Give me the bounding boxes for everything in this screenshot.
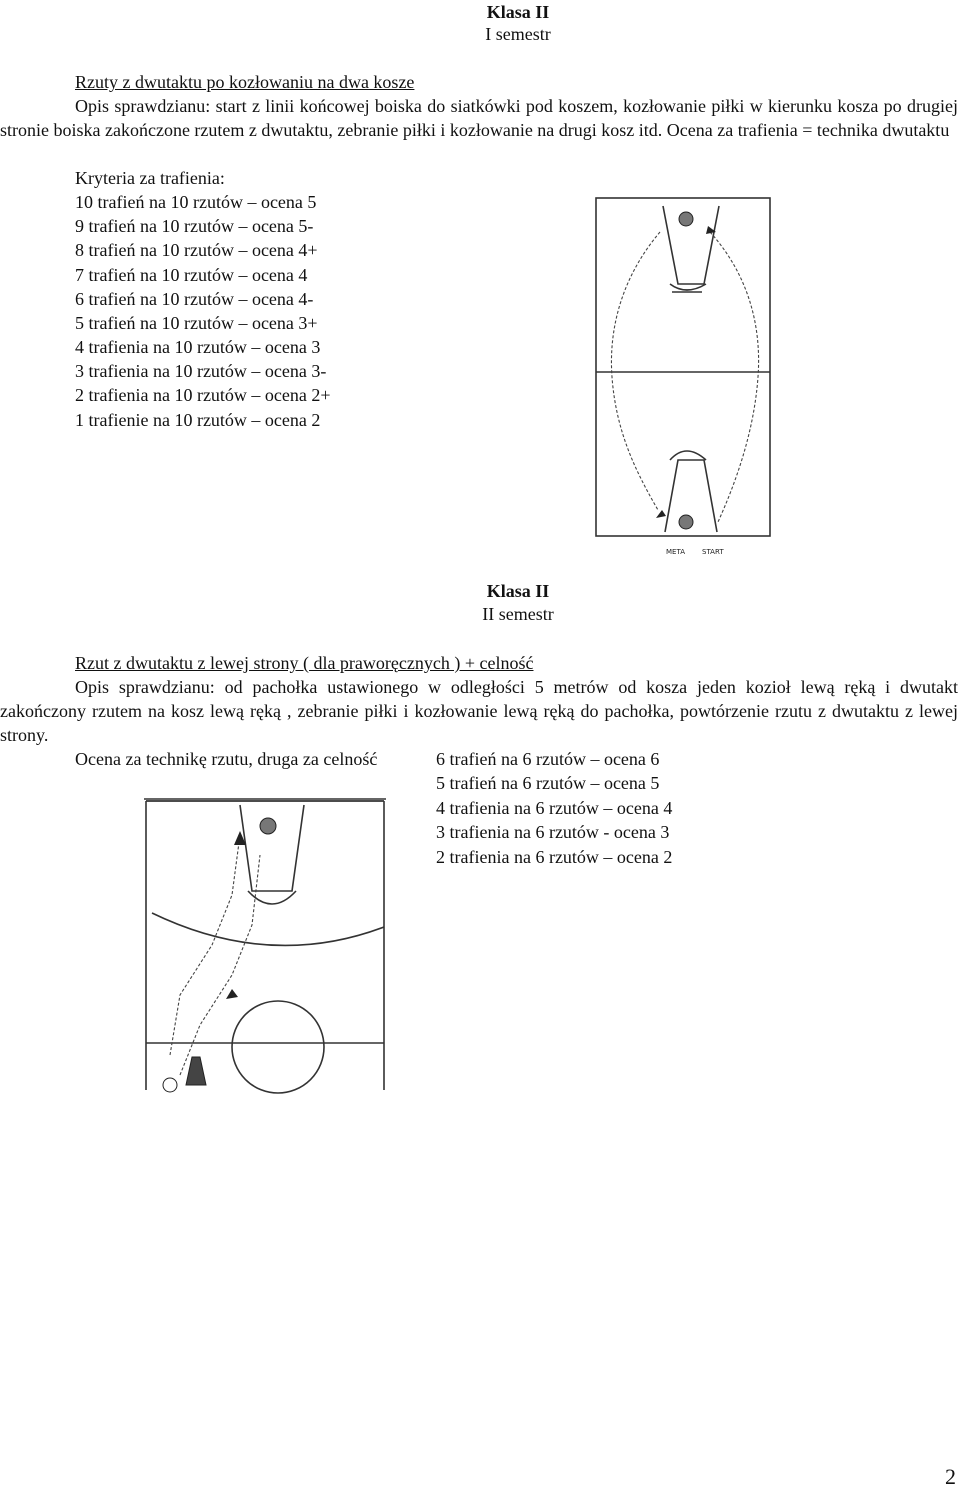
section1-scoring-note: Ocena za trafienia = technika dwutaktu	[666, 120, 950, 140]
section1-criteria-label: Kryteria za trafienia:	[75, 168, 225, 188]
criteria-item: 4 trafienia na 6 rzutów – ocena 4	[436, 798, 673, 818]
criteria-item: 9 trafień na 10 rzutów – ocena 5-	[75, 216, 314, 236]
section1-subheading: I semestr	[485, 24, 551, 44]
criteria-item: 7 trafień na 10 rzutów – ocena 4	[75, 265, 308, 285]
criteria-item: 6 trafień na 6 rzutów – ocena 6	[436, 749, 660, 769]
criteria-item: 4 trafienia na 10 rzutów – ocena 3	[75, 337, 321, 357]
criteria-item: 5 trafień na 6 rzutów – ocena 5	[436, 773, 660, 793]
criteria-item: 8 trafień na 10 rzutów – ocena 4+	[75, 240, 318, 260]
section2-title: Rzut z dwutaktu z lewej strony ( dla praworęcznych ) + celność	[75, 653, 534, 673]
arrow-icon	[656, 510, 666, 518]
top-basket-icon	[679, 212, 693, 226]
page-number: 2	[945, 1464, 956, 1489]
section1-description: Opis sprawdzianu: start z linii końcowej boiska do siatkówki pod koszem, kozłowanie piłki w kierunku kosza po drugiej stronie boiska zakończone rzutem z dwutaktu, zebranie piłki i kozłowanie na drugi kosz itd. Ocena za trafienia = technika dwutaktu	[0, 96, 958, 140]
section1-title: Rzuty z dwutaktu po kozłowaniu na dwa kosze	[75, 72, 415, 92]
return-path	[180, 855, 260, 1075]
basket-icon	[260, 818, 276, 834]
section2-subheading: II semestr	[482, 604, 554, 624]
center-circle	[232, 1001, 324, 1093]
section1-heading: Klasa II	[486, 2, 550, 22]
criteria-item: 3 trafienia na 6 rzutów - ocena 3	[436, 822, 670, 842]
right-dribble-path	[710, 232, 759, 522]
criteria-item: 10 trafień na 10 rzutów – ocena 5	[75, 192, 317, 212]
dribble-path	[170, 835, 240, 1055]
criteria-item: 6 trafień na 10 rzutów – ocena 4-	[75, 289, 314, 309]
criteria-item: 2 trafienia na 10 rzutów – ocena 2+	[75, 385, 331, 405]
ball-icon	[163, 1078, 177, 1092]
three-point-arc	[152, 913, 384, 945]
section2-heading: Klasa II	[486, 581, 550, 601]
criteria-item: 5 trafień na 10 rzutów – ocena 3+	[75, 313, 318, 333]
key	[240, 805, 304, 891]
meta-label: META	[666, 548, 685, 556]
section2-description: Opis sprawdzianu: od pachołka ustawionego w odległości 5 metrów od kosza jeden kozioł lewą ręką i dwutakt zakończony rzutem na kosz lewą ręką , zebranie piłki i kozłowanie lewą ręką do pachołka, powtórzenie rzutu z dwutaktu z lewej strony.	[0, 677, 958, 745]
left-dribble-path	[611, 232, 660, 510]
arrow-icon	[226, 989, 238, 999]
court-outline	[596, 198, 770, 536]
bottom-basket-icon	[679, 515, 693, 529]
section2-scoring-intro: Ocena za technikę rzutu, druga za celność	[75, 749, 378, 769]
criteria-item: 3 trafienia na 10 rzutów – ocena 3-	[75, 361, 327, 381]
court-diagram-half	[140, 795, 390, 1100]
criteria-item: 1 trafienie na 10 rzutów – ocena 2	[75, 410, 321, 430]
criteria-item: 2 trafienia na 6 rzutów – ocena 2	[436, 847, 673, 867]
cone-icon	[186, 1057, 206, 1085]
start-label: START	[702, 548, 724, 556]
court-diagram-full	[586, 192, 790, 566]
